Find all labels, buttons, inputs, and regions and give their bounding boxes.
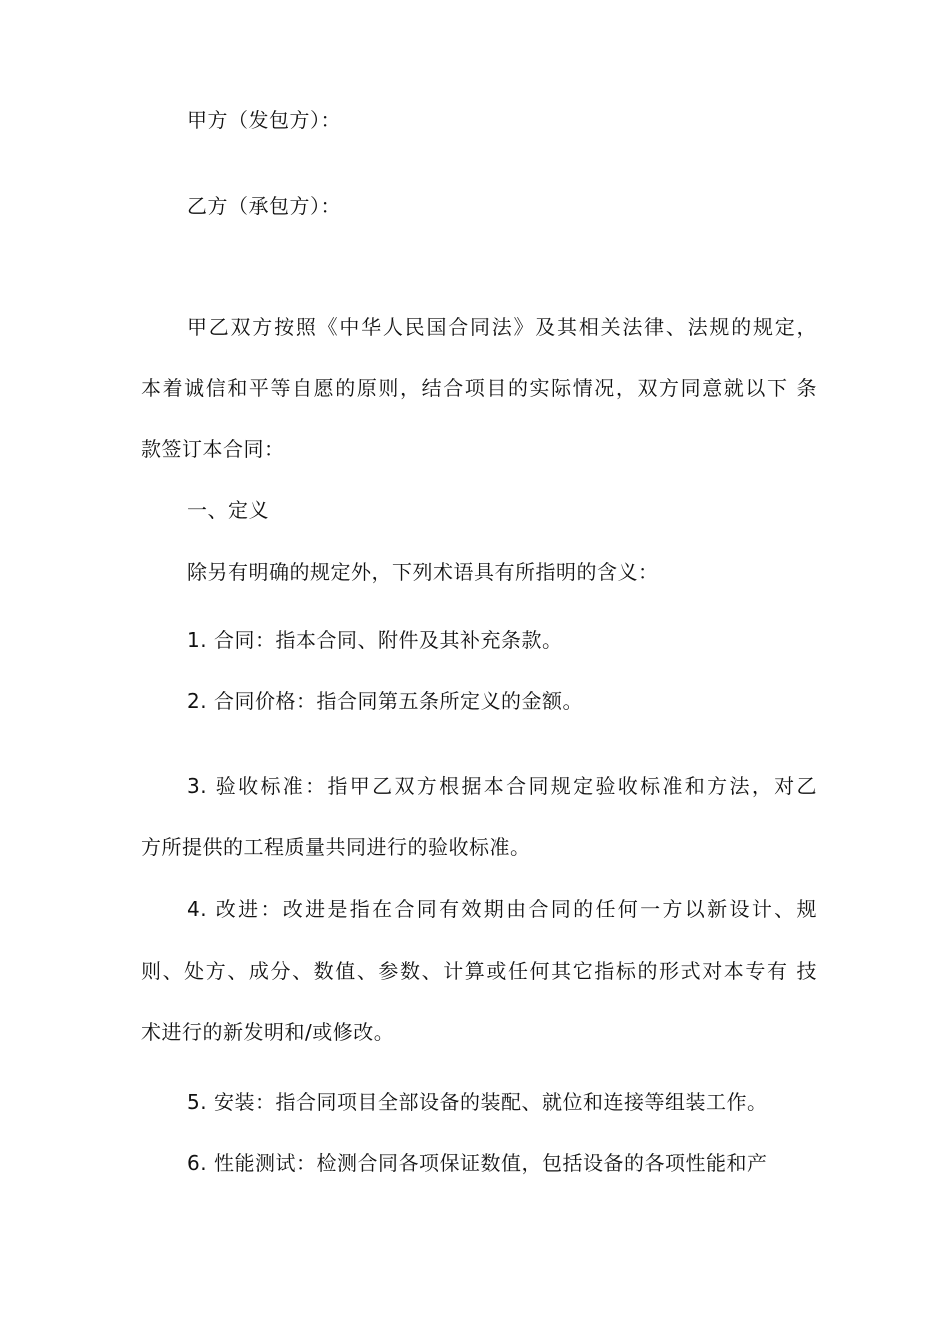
- intro-line-3: 款签订本合同：: [141, 437, 285, 461]
- section-lead: 除另有明确的规定外，下列术语具有所指明的含义：: [187, 560, 659, 584]
- definition-item-4-line-3: 术进行的新发明和/或修改。: [141, 1020, 395, 1044]
- party-a-label: 甲方（发包方）：: [187, 108, 341, 132]
- definition-item-3-line-2: 方所提供的工程质量共同进行的验收标准。: [141, 835, 531, 859]
- intro-line-2: 本着诚信和平等自愿的原则，结合项目的实际情况，双方同意就以下 条: [141, 376, 817, 400]
- definition-item-4-line-1: 4. 改进：改进是指在合同有效期由合同的任何一方以新设计、规: [187, 897, 817, 921]
- section-heading: 一、定义: [187, 498, 269, 522]
- party-b-label: 乙方（承包方）：: [187, 194, 341, 218]
- intro-line-1: 甲乙双方按照《中华人民国合同法》及其相关法律、法规的规定，: [187, 315, 817, 339]
- definition-item-6: 6. 性能测试：检测合同各项保证数值，包括设备的各项性能和产: [187, 1151, 768, 1175]
- definition-item-3-line-1: 3. 验收标准：指甲乙双方根据本合同规定验收标准和方法，对乙: [187, 774, 817, 798]
- definition-item-2: 2. 合同价格：指合同第五条所定义的金额。: [187, 689, 583, 713]
- definition-item-4-line-2: 则、处方、成分、数值、参数、计算或任何其它指标的形式对本专有 技: [141, 959, 817, 983]
- definition-item-5: 5. 安装：指合同项目全部设备的装配、就位和连接等组装工作。: [187, 1090, 768, 1114]
- definition-item-1: 1. 合同：指本合同、附件及其补充条款。: [187, 628, 563, 652]
